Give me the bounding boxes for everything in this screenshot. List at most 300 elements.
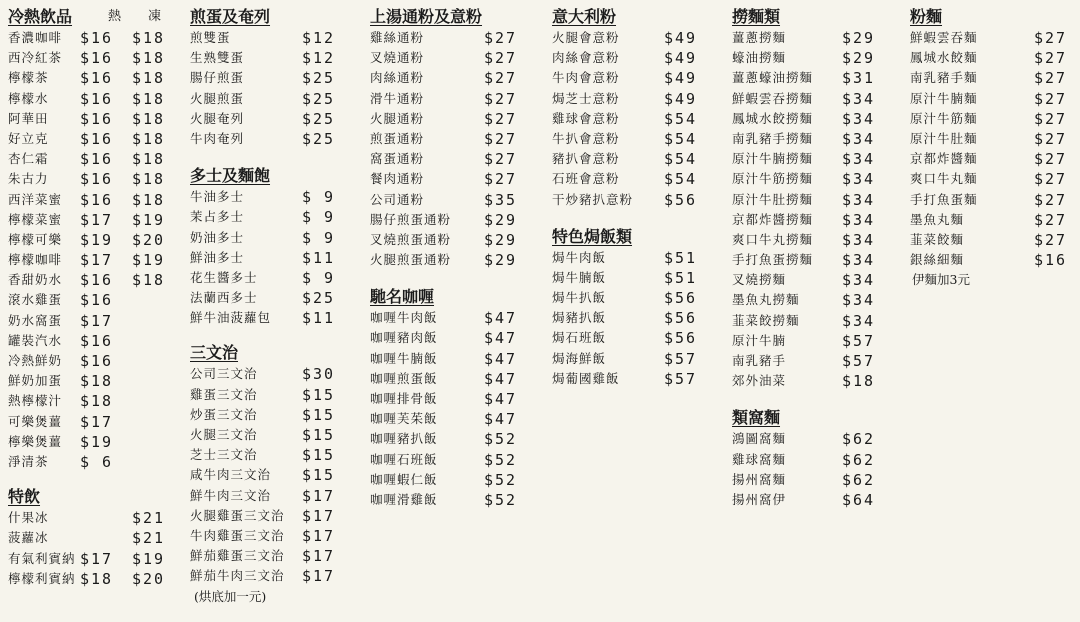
menu-item: [732, 450, 892, 470]
item-price: $57: [842, 352, 876, 370]
sandwich-list: [190, 364, 355, 586]
menu-item: [370, 210, 535, 230]
eggs-list: [190, 28, 355, 149]
item-price: $56: [664, 309, 698, 328]
item-price: $27: [1034, 190, 1068, 209]
item-price: $47: [484, 390, 518, 408]
item-name: 雞蛋三文治: [190, 386, 258, 402]
column-eggs-toast-sandwich: [190, 6, 355, 607]
cold-price: $21: [132, 529, 166, 548]
menu-item: [552, 190, 717, 210]
item-name: 芝士三文治: [190, 447, 258, 463]
section-toast: 多士及麵飽: [190, 166, 271, 186]
item-name: 檸檬可樂: [8, 231, 63, 247]
column-drinks: [8, 6, 178, 589]
item-name: 公司三文治: [190, 366, 258, 382]
column-macaroni-curry: [370, 6, 535, 510]
item-name: 花生醬多士: [190, 269, 258, 285]
menu-item: [190, 187, 355, 207]
item-price: $27: [1034, 129, 1068, 148]
item-price: $15: [302, 426, 336, 444]
item-price: $57: [842, 331, 876, 350]
item-price: $15: [302, 466, 336, 485]
item-name: 生熟雙蛋: [190, 50, 245, 66]
menu-item: [190, 526, 355, 546]
menu-item: [370, 349, 535, 369]
item-name: 火腿雞蛋三文治: [190, 507, 285, 523]
noodle-note: 伊麵加3元: [912, 272, 970, 288]
item-name: 南乳豬手: [732, 353, 787, 368]
menu-item: [370, 230, 535, 250]
item-price: $27: [484, 129, 518, 148]
item-price: $16: [1034, 251, 1068, 270]
item-price: $51: [664, 248, 698, 267]
menu-item: [190, 268, 355, 288]
item-name: 火腿煎蛋通粉: [370, 252, 452, 268]
hot-price: $16: [80, 89, 114, 108]
item-name: 叉燒撈麵: [732, 272, 787, 288]
item-name: 有氣利賓納: [8, 550, 76, 566]
pot-noodle-list: [732, 429, 892, 510]
item-name: 叉燒煎蛋通粉: [370, 231, 452, 247]
item-name: 菠蘿冰: [8, 530, 49, 546]
hot-price: $19: [80, 230, 114, 249]
menu-item: [910, 210, 1075, 230]
cold-price: $18: [132, 150, 166, 169]
hot-price: $18: [80, 392, 114, 411]
menu-item: [8, 109, 178, 129]
item-name: 韮菜餃撈麵: [732, 312, 800, 328]
menu-item: [732, 351, 892, 371]
item-price: $47: [484, 329, 518, 348]
cold-price: $18: [132, 271, 166, 290]
item-price: $52: [484, 450, 518, 469]
menu-item: [910, 190, 1075, 210]
item-price: $27: [1034, 170, 1068, 189]
menu-item: [552, 28, 717, 48]
item-name: 雞絲通粉: [370, 30, 425, 45]
item-name: 鮮茄雞蛋三文治: [190, 548, 285, 564]
menu-item: [370, 409, 535, 429]
item-name: 熱檸檬汁: [8, 393, 63, 409]
menu-item: [190, 129, 355, 149]
section-sandwich: 三文治: [190, 343, 239, 363]
menu-item: [552, 268, 717, 288]
item-name: 焗海鮮飯: [552, 350, 607, 366]
menu-item: [370, 450, 535, 470]
item-name: 香濃咖啡: [8, 30, 63, 45]
spaghetti-list: [552, 28, 717, 210]
menu-item: [8, 528, 178, 548]
menu-item: [370, 89, 535, 109]
macaroni-list: [370, 28, 535, 270]
item-price: $29: [484, 230, 518, 249]
menu-item: [732, 169, 892, 189]
item-price: $34: [842, 170, 876, 189]
column-lomein-potnoodle: [732, 6, 892, 510]
item-name: 原汁牛肚撈麵: [732, 191, 814, 207]
hot-price: $16: [80, 49, 114, 68]
menu-item: [552, 308, 717, 328]
item-name: 鮮油多士: [190, 249, 245, 265]
menu-item: [190, 89, 355, 109]
hot-price: $17: [80, 210, 114, 229]
item-price: $29: [842, 29, 876, 47]
item-name: 墨魚丸撈麵: [732, 292, 800, 308]
item-name: 滾水雞蛋: [8, 292, 63, 308]
item-name: 墨魚丸麵: [910, 211, 965, 227]
item-name: 西冷紅茶: [8, 50, 63, 66]
item-price: $17: [302, 547, 336, 566]
column-noodles: [910, 6, 1075, 290]
item-name: 咖喱煎蛋飯: [370, 370, 438, 386]
menu-item: [8, 351, 178, 371]
item-price: $34: [842, 129, 876, 148]
menu-item: [190, 486, 355, 506]
menu-item: [370, 389, 535, 409]
hot-price: $17: [80, 311, 114, 330]
menu-item: [552, 328, 717, 348]
item-name: 原汁牛肚麵: [910, 130, 978, 146]
menu-item: [552, 169, 717, 189]
menu-item: [552, 68, 717, 88]
column-spaghetti-baked: [552, 6, 717, 389]
item-name: 鮮奶加蛋: [8, 373, 63, 389]
item-price: $34: [842, 271, 876, 290]
menu-item: [190, 48, 355, 68]
menu-item: [910, 68, 1075, 88]
menu-item: [190, 228, 355, 248]
item-price: $12: [302, 29, 336, 47]
hot-price: $16: [80, 331, 114, 350]
item-name: 雞球會意粉: [552, 110, 620, 126]
section-baked-rice: 特色焗飯類: [552, 226, 633, 246]
section-hot-drinks: [8, 6, 178, 28]
menu-item: [370, 328, 535, 348]
menu-item: [370, 490, 535, 510]
menu-item: [190, 385, 355, 405]
menu-item: [8, 28, 178, 48]
item-name: 淨清茶: [8, 453, 49, 469]
menu-item: [8, 89, 178, 109]
menu-item: [190, 68, 355, 88]
item-name: 檸檬咖啡: [8, 252, 63, 268]
item-name: 焗芝士意粉: [552, 90, 620, 106]
item-price: $11: [302, 309, 336, 328]
cold-price: $18: [132, 170, 166, 189]
item-name: 焗牛腩飯: [552, 269, 607, 285]
item-price: $27: [1034, 69, 1068, 88]
hot-price: $16: [80, 352, 114, 370]
item-name: 火腿煎蛋: [190, 90, 245, 106]
cold-price: $18: [132, 49, 166, 68]
menu-item: [370, 308, 535, 328]
item-name: 手打魚蛋撈麵: [732, 252, 814, 268]
item-price: $62: [842, 430, 876, 449]
item-price: $54: [664, 170, 698, 189]
hot-price: $16: [80, 291, 114, 310]
menu-item: [732, 429, 892, 449]
menu-item: [370, 129, 535, 149]
item-name: 可樂煲薑: [8, 413, 63, 429]
item-name: 罐裝汽水: [8, 332, 63, 348]
item-price: $27: [1034, 109, 1068, 128]
item-name: 腸仔煎蛋通粉: [370, 211, 452, 227]
menu-item: [8, 129, 178, 149]
item-name: 朱古力: [8, 171, 49, 187]
menu-item: [910, 28, 1075, 48]
menu-item: [732, 250, 892, 270]
item-name: 鮮蝦雲吞撈麵: [732, 90, 814, 106]
item-price: $27: [1034, 89, 1068, 108]
item-price: $18: [842, 372, 876, 391]
menu-item: [910, 250, 1075, 270]
menu-item: [370, 48, 535, 68]
menu-item: [190, 546, 355, 566]
item-price: $52: [484, 490, 518, 509]
menu-item: [732, 48, 892, 68]
item-price: $27: [484, 29, 518, 47]
item-price: $34: [842, 251, 876, 270]
item-price: $12: [302, 49, 336, 68]
cold-price: $18: [132, 129, 166, 148]
menu-item: [370, 429, 535, 449]
item-price: $27: [484, 170, 518, 189]
menu-item: [910, 109, 1075, 129]
item-name: 檸檬水: [8, 90, 49, 106]
cold-price: $18: [132, 109, 166, 128]
item-name: 咖喱牛腩飯: [370, 350, 438, 366]
item-name: 咖喱豬肉飯: [370, 330, 438, 346]
item-price: $31: [842, 69, 876, 88]
menu-item: [552, 109, 717, 129]
hot-price: $16: [80, 69, 114, 88]
curry-list: [370, 308, 535, 510]
item-name: 焗豬扒飯: [552, 310, 607, 326]
cold-price: $20: [132, 569, 166, 588]
item-name: 煎雙蛋: [190, 30, 231, 45]
item-name: 窩蛋通粉: [370, 151, 425, 167]
item-name: 南乳豬手麵: [910, 70, 978, 86]
item-name: 鮮茄牛肉三文治: [190, 568, 285, 584]
cold-price: $20: [132, 230, 166, 249]
menu-item: [8, 149, 178, 169]
section-curry: 馳名咖喱: [370, 287, 435, 307]
item-name: 什果冰: [8, 510, 49, 526]
item-name: 京都炸醬麵: [910, 151, 978, 167]
menu-item: [552, 48, 717, 68]
item-price: $25: [302, 129, 336, 148]
menu-item: [370, 169, 535, 189]
item-price: $54: [664, 129, 698, 148]
menu-item: [552, 89, 717, 109]
menu-item: [732, 109, 892, 129]
item-name: 檸樂煲薑: [8, 433, 63, 449]
hot-price: $18: [80, 372, 114, 391]
menu-item: [8, 230, 178, 250]
item-price: $62: [842, 470, 876, 489]
menu-item: [190, 109, 355, 129]
item-name: 咖喱蝦仁飯: [370, 471, 438, 487]
item-name: 原汁牛筋撈麵: [732, 171, 814, 187]
menu-item: [8, 569, 178, 589]
section-title: 冷熱飲品: [8, 7, 73, 26]
item-price: $29: [484, 251, 518, 270]
item-name: 檸檬利賓納: [8, 570, 76, 586]
menu-item: [190, 288, 355, 308]
item-name: 鮮牛肉三文治: [190, 487, 272, 503]
item-price: $29: [484, 210, 518, 229]
item-name: 咖喱芙茱飯: [370, 411, 438, 427]
menu-item: [370, 149, 535, 169]
menu-item: [8, 190, 178, 210]
hot-price: $17: [80, 412, 114, 431]
cold-price: $19: [132, 251, 166, 270]
hot-price: $16: [80, 150, 114, 169]
menu-item: [190, 566, 355, 586]
item-name: 揚州窩麵: [732, 471, 787, 487]
item-name: 火腿通粉: [370, 110, 425, 126]
item-name: 叉燒通粉: [370, 50, 425, 66]
item-price: $27: [1034, 29, 1068, 47]
item-price: $51: [664, 268, 698, 287]
toast-note: (烘底加一元): [194, 588, 267, 604]
item-name: 手打魚蛋麵: [910, 191, 978, 207]
menu-item: [190, 506, 355, 526]
item-price: $47: [484, 369, 518, 388]
item-name: 焗牛肉飯: [552, 249, 607, 265]
item-price: $56: [664, 190, 698, 209]
item-price: $52: [484, 430, 518, 449]
cold-price: $19: [132, 549, 166, 568]
item-name: 焗葡國雞飯: [552, 370, 620, 386]
item-name: 冷熱鮮奶: [8, 353, 63, 368]
item-name: 牛油多士: [190, 189, 245, 205]
item-price: $27: [484, 150, 518, 169]
menu-item: [8, 68, 178, 88]
item-name: 牛肉奄列: [190, 130, 245, 146]
item-price: $ 9: [302, 268, 336, 287]
menu-item: [910, 169, 1075, 189]
item-price: $54: [664, 150, 698, 169]
cold-price: $18: [132, 69, 166, 88]
item-name: 咖喱豬扒飯: [370, 431, 438, 447]
item-name: 京都炸醬撈麵: [732, 211, 814, 227]
item-name: 薑蔥蠔油撈麵: [732, 70, 814, 86]
item-price: $35: [484, 190, 518, 209]
baked-rice-list: [552, 248, 717, 389]
item-price: $62: [842, 450, 876, 469]
item-price: $17: [302, 526, 336, 545]
item-price: $34: [842, 230, 876, 249]
item-price: $15: [302, 405, 336, 424]
item-price: $25: [302, 69, 336, 88]
item-price: $27: [484, 109, 518, 128]
cold-price: $18: [132, 89, 166, 108]
menu-item: [910, 89, 1075, 109]
item-price: $47: [484, 410, 518, 429]
hot-price: $ 6: [80, 452, 114, 471]
item-price: $34: [842, 150, 876, 169]
item-price: $57: [664, 369, 698, 388]
menu-item: [8, 412, 178, 432]
item-price: $17: [302, 486, 336, 505]
noodles-list: [910, 28, 1075, 270]
cold-price: $18: [132, 190, 166, 209]
menu-item: [732, 270, 892, 290]
item-name: 咸牛肉三文治: [190, 467, 272, 483]
item-name: 火腿會意粉: [552, 30, 620, 45]
menu-item: [552, 248, 717, 268]
section-lomein: 撈麵類: [732, 7, 781, 26]
menu-item: [552, 288, 717, 308]
menu-item: [8, 432, 178, 452]
item-name: 咖喱石班飯: [370, 451, 438, 467]
item-name: 香甜奶水: [8, 272, 63, 288]
item-price: $15: [302, 446, 336, 465]
item-price: $47: [484, 309, 518, 328]
item-name: 餐肉通粉: [370, 171, 425, 187]
menu-item: [8, 169, 178, 189]
item-name: 鮮牛油菠蘿包: [190, 310, 272, 326]
item-name: 韮菜餃麵: [910, 231, 965, 247]
item-price: $64: [842, 490, 876, 509]
menu-item: [8, 371, 178, 391]
item-price: $56: [664, 329, 698, 348]
menu-item: [552, 369, 717, 389]
item-name: 焗牛扒飯: [552, 290, 607, 306]
hot-price: $16: [80, 29, 114, 47]
item-name: 奶油多士: [190, 229, 245, 245]
menu-item: [732, 230, 892, 250]
menu-item: [8, 290, 178, 310]
item-price: $34: [842, 190, 876, 209]
cold-price: $19: [132, 210, 166, 229]
menu-item: [190, 465, 355, 485]
item-name: 法蘭西多士: [190, 290, 258, 306]
item-name: 干炒豬扒意粉: [552, 191, 634, 207]
hot-price: $17: [80, 251, 114, 270]
item-price: $34: [842, 311, 876, 330]
item-name: 焗石班飯: [552, 330, 607, 346]
section-noodles: 粉麵: [910, 7, 943, 26]
item-name: 咖喱牛肉飯: [370, 310, 438, 326]
item-name: 腸仔煎蛋: [190, 70, 245, 86]
menu-item: [910, 230, 1075, 250]
menu-item: [370, 190, 535, 210]
item-name: 咖喱排骨飯: [370, 391, 438, 406]
item-price: $15: [302, 385, 336, 404]
item-name: 茉占多士: [190, 209, 245, 225]
item-name: 牛肉會意粉: [552, 70, 620, 86]
item-price: $47: [484, 349, 518, 368]
menu-item: [732, 490, 892, 510]
item-name: 郊外油菜: [732, 373, 787, 389]
menu-item: [190, 405, 355, 425]
hot-price: $18: [80, 569, 114, 588]
menu-item: [190, 425, 355, 445]
item-name: 火腿奄列: [190, 110, 245, 126]
menu-item: [8, 210, 178, 230]
item-price: $27: [1034, 210, 1068, 229]
menu-item: [8, 331, 178, 351]
item-name: 牛肉雞蛋三文治: [190, 527, 285, 543]
item-price: $56: [664, 289, 698, 308]
menu-item: [552, 149, 717, 169]
item-price: $27: [1034, 230, 1068, 249]
item-name: 肉絲通粉: [370, 70, 425, 86]
item-name: 鳳城水餃撈麵: [732, 110, 814, 126]
